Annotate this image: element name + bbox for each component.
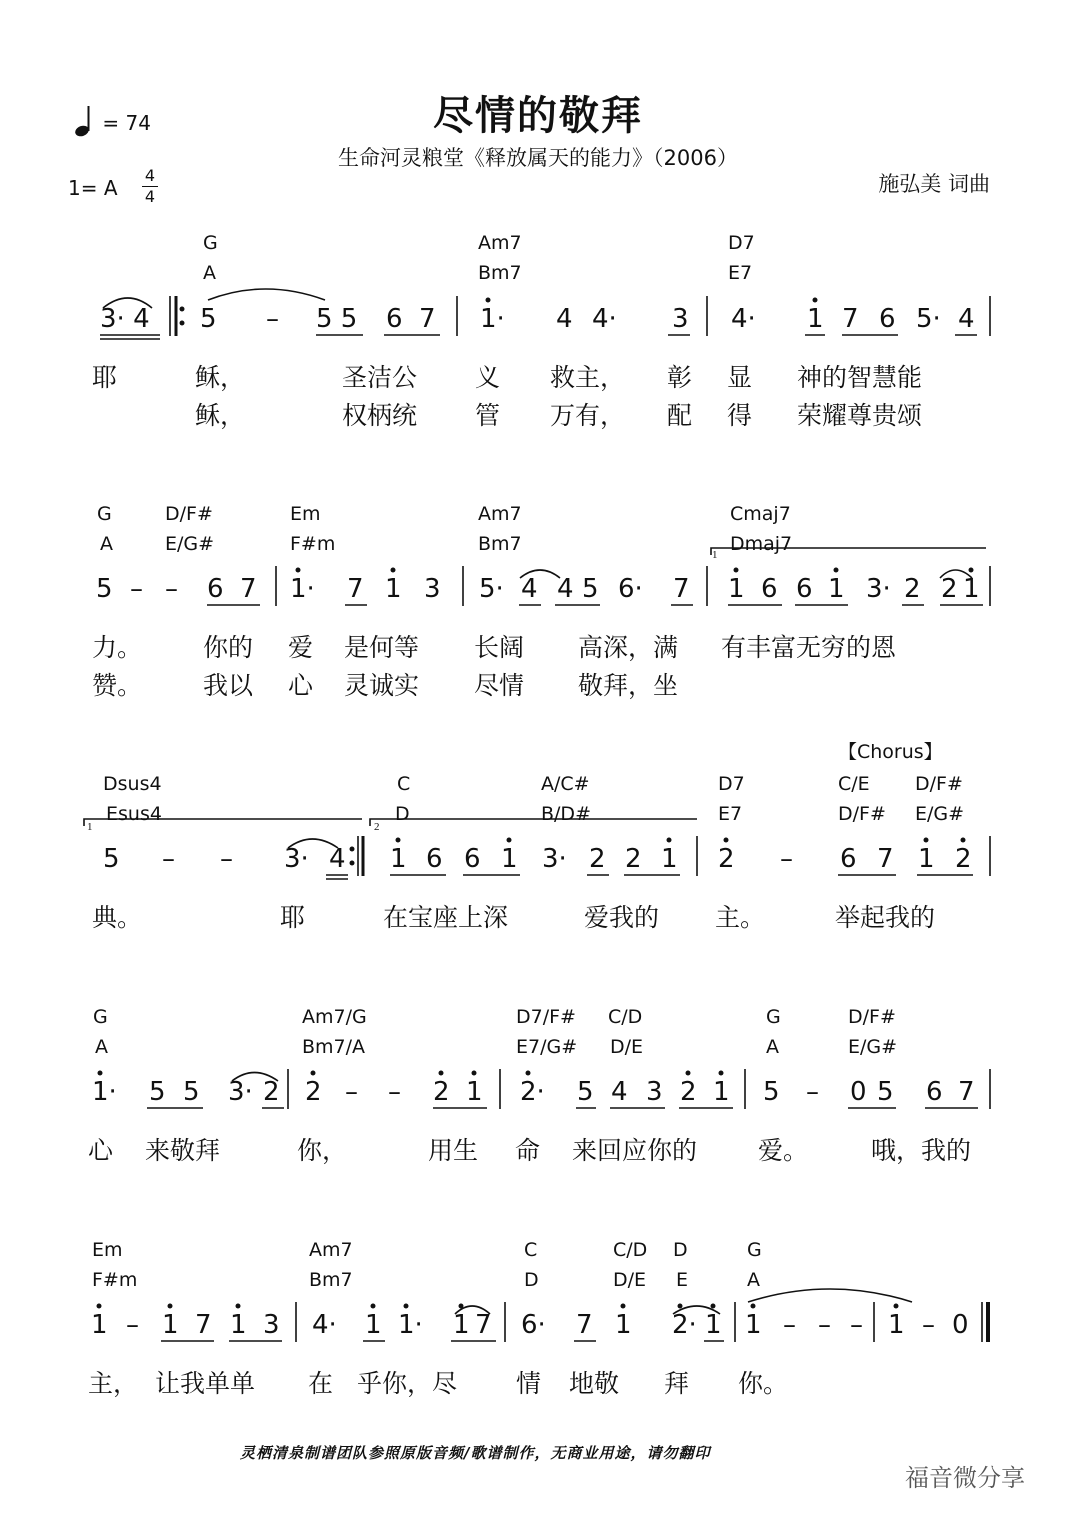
jianpu-note: 2 <box>433 1077 450 1107</box>
lyric-verse-1: 是何等 <box>344 633 420 662</box>
jianpu-note: 6 <box>796 574 813 604</box>
repeat-dot <box>350 847 355 852</box>
jianpu-note: 0 <box>952 1310 969 1340</box>
octave-dot <box>168 1304 173 1309</box>
octave-dot <box>472 1071 477 1076</box>
jianpu-note: – <box>922 1310 935 1340</box>
lyric-verse-2: 灵诚实 <box>344 671 420 700</box>
chord-symbol: C/E <box>838 773 870 795</box>
jianpu-note: 1 <box>162 1310 179 1340</box>
jianpu-note: 3 <box>263 1310 280 1340</box>
octave-dot <box>734 568 739 573</box>
repeat-dot <box>180 307 185 312</box>
chord-symbol: C <box>524 1239 538 1261</box>
lyric-verse-1: 情 <box>516 1369 542 1398</box>
jianpu-note: 1 <box>501 844 518 874</box>
octave-dot <box>507 838 512 843</box>
chord-symbol-alt: D/E <box>610 1036 644 1058</box>
octave-dot <box>678 1304 683 1309</box>
jianpu-note: 1 <box>828 574 845 604</box>
time-sig-bottom: 4 <box>144 187 156 206</box>
repeat-dot <box>180 321 185 326</box>
chord-symbol: C <box>397 773 411 795</box>
jianpu-note: 2· <box>520 1077 545 1107</box>
jianpu-note: 7 <box>347 574 364 604</box>
lyric-verse-1: 乎你，尽 <box>357 1369 458 1398</box>
volta-2 <box>370 819 697 826</box>
octave-dot <box>391 568 396 573</box>
octave-dot <box>486 298 491 303</box>
lyric-verse-1: 稣， <box>195 363 246 392</box>
jianpu-note: – <box>783 1310 796 1340</box>
chord-symbol-alt: E7 <box>718 803 743 825</box>
jianpu-note: 5 <box>149 1077 166 1107</box>
volta-number: 1 <box>87 821 93 833</box>
jianpu-note: 7 <box>842 304 859 334</box>
octave-dot <box>98 1071 103 1076</box>
jianpu-note: 4· <box>312 1310 337 1340</box>
jianpu-note: 3· <box>284 844 309 874</box>
composer-credit: 施弘美 词曲 <box>878 172 990 196</box>
lyric-verse-1: 举起我的 <box>835 903 936 932</box>
lyric-verse-2: 管 <box>475 401 501 430</box>
time-sig-top: 4 <box>144 166 156 185</box>
jianpu-note: 1 <box>713 1077 730 1107</box>
jianpu-note: 2 <box>625 844 642 874</box>
chord-symbol: Am7 <box>478 503 522 525</box>
octave-dot <box>439 1071 444 1076</box>
chord-symbol: D/F# <box>165 503 213 525</box>
chord-symbol: Am7 <box>478 232 522 254</box>
lyric-verse-1: 耶 <box>280 903 306 932</box>
jianpu-note: 4· <box>731 304 756 334</box>
chord-symbol: D7 <box>718 773 745 795</box>
chord-symbol: A/C# <box>541 773 590 795</box>
lyric-verse-1: 彰 <box>667 363 693 392</box>
slur <box>208 289 325 300</box>
octave-dot <box>961 838 966 843</box>
chord-symbol-alt: Esus4 <box>106 803 162 825</box>
chord-symbol-alt: A <box>766 1036 779 1058</box>
jianpu-note: 1 <box>453 1310 470 1340</box>
lyric-verse-1: 哦，我的 <box>871 1136 972 1165</box>
jianpu-note: 3· <box>542 844 567 874</box>
jianpu-note: 7 <box>958 1077 975 1107</box>
lyric-verse-2: 荣耀尊贵颂 <box>797 401 923 430</box>
jianpu-note: 2 <box>718 844 735 874</box>
chorus-label: 【Chorus】 <box>838 741 943 763</box>
octave-dot <box>459 1304 464 1309</box>
jianpu-note: 4· <box>592 304 617 334</box>
song-title: 尽情的敬拜 <box>433 93 643 139</box>
jianpu-note: 2 <box>904 574 921 604</box>
volta-1 <box>84 819 362 826</box>
jianpu-note: 1 <box>745 1310 762 1340</box>
jianpu-note: 7 <box>576 1310 593 1340</box>
chord-symbol-alt: F#m <box>92 1269 138 1291</box>
octave-dot <box>969 568 974 573</box>
chord-symbol-alt: D <box>524 1269 539 1291</box>
octave-dot <box>296 568 301 573</box>
chord-symbol: G <box>97 503 112 525</box>
jianpu-note: – <box>220 844 233 874</box>
jianpu-note: 7 <box>877 844 894 874</box>
jianpu-note: 1 <box>963 574 980 604</box>
lyric-verse-2: 赞。 <box>92 671 143 700</box>
jianpu-note: 3 <box>424 574 441 604</box>
chord-symbol-alt: D <box>395 803 410 825</box>
jianpu-note: 4 <box>611 1077 628 1107</box>
lyric-verse-2: 配 <box>667 401 693 430</box>
jianpu-note: – <box>806 1077 819 1107</box>
chord-symbol: D <box>673 1239 688 1261</box>
jianpu-note: 1 <box>807 304 824 334</box>
jianpu-note: 3· <box>866 574 891 604</box>
lyric-verse-1: 用生 <box>428 1136 479 1165</box>
jianpu-note: – <box>345 1077 358 1107</box>
volta-number: 2 <box>374 821 380 833</box>
jianpu-note: 6 <box>207 574 224 604</box>
jianpu-note: 1 <box>365 1310 382 1340</box>
lyric-verse-1: 典。 <box>92 903 143 932</box>
jianpu-note: 3 <box>672 304 689 334</box>
octave-dot <box>371 1304 376 1309</box>
lyric-verse-1: 来敬拜 <box>145 1136 221 1165</box>
chord-symbol: D/F# <box>915 773 963 795</box>
lyric-verse-1: 义 <box>475 363 501 392</box>
chord-symbol: Dsus4 <box>103 773 162 795</box>
jianpu-note: 1 <box>728 574 745 604</box>
jianpu-note: 4 <box>329 844 346 874</box>
chord-symbol-alt: Bm7/A <box>302 1036 366 1058</box>
jianpu-note: 2 <box>589 844 606 874</box>
jianpu-note: 1· <box>480 304 505 334</box>
octave-dot <box>719 1071 724 1076</box>
lyric-verse-1: 主。 <box>715 903 766 932</box>
jianpu-note: 1 <box>661 844 678 874</box>
jianpu-note: 1· <box>92 1077 117 1107</box>
lyric-verse-2: 万有， <box>550 401 626 430</box>
jianpu-note: 1 <box>705 1310 722 1340</box>
lyric-verse-2: 尽情 <box>474 671 525 700</box>
lyric-verse-1: 耶 <box>92 363 118 392</box>
jianpu-note: 5 <box>763 1077 780 1107</box>
lyric-verse-1: 主， <box>88 1369 139 1398</box>
jianpu-note: 7 <box>673 574 690 604</box>
jianpu-note: 2· <box>672 1310 697 1340</box>
chord-symbol: G <box>747 1239 762 1261</box>
lyric-verse-1: 你， <box>297 1136 348 1165</box>
chord-symbol-alt: E/G# <box>915 803 965 825</box>
chord-symbol-alt: B/D# <box>541 803 591 825</box>
chord-symbol: C/D <box>613 1239 648 1261</box>
chord-symbol-alt: A <box>203 262 216 284</box>
jianpu-note: 5 5 <box>316 304 358 334</box>
lyric-verse-1: 救主， <box>550 363 626 392</box>
jianpu-note: 4 <box>557 574 574 604</box>
chord-symbol-alt: E7 <box>728 262 753 284</box>
repeat-dot <box>350 861 355 866</box>
octave-dot <box>396 838 401 843</box>
chord-symbol: Am7 <box>309 1239 353 1261</box>
tempo-value: = 74 <box>102 111 151 135</box>
jianpu-note: – <box>165 574 178 604</box>
beam <box>326 875 348 879</box>
lyric-verse-1: 神的智慧能 <box>797 363 923 392</box>
jianpu-note: 6 <box>840 844 857 874</box>
jianpu-note: 7 <box>240 574 257 604</box>
jianpu-note: 6 <box>426 844 443 874</box>
jianpu-note: 1 <box>918 844 935 874</box>
lyric-verse-1: 高深，满 <box>578 633 679 662</box>
lyric-verse-2: 得 <box>727 401 753 430</box>
lyric-verse-1: 爱我的 <box>584 903 660 932</box>
jianpu-note: 4 <box>958 304 975 334</box>
volta-number: 1 <box>712 549 718 561</box>
octave-dot <box>813 298 818 303</box>
lyric-verse-1: 地敬 <box>569 1369 620 1398</box>
jianpu-note: 1 <box>390 844 407 874</box>
octave-dot <box>724 838 729 843</box>
jianpu-note: 1 <box>385 574 402 604</box>
slur <box>103 298 152 308</box>
jianpu-note: 6· <box>618 574 643 604</box>
jianpu-note: 5 <box>577 1077 594 1107</box>
octave-dot <box>751 1304 756 1309</box>
chord-symbol-alt: Dmaj7 <box>730 533 793 555</box>
octave-dot <box>894 1304 899 1309</box>
octave-dot <box>404 1304 409 1309</box>
octave-dot <box>526 1071 531 1076</box>
chord-symbol: G <box>93 1006 108 1028</box>
jianpu-note: 5 <box>877 1077 894 1107</box>
lyric-verse-1: 圣洁公 <box>342 363 418 392</box>
chord-symbol: Am7/G <box>302 1006 367 1028</box>
jianpu-note: 3· 4 <box>100 304 150 334</box>
lyric-verse-1: 爱。 <box>758 1136 809 1165</box>
lyric-verse-1: 显 <box>727 363 753 392</box>
jianpu-note: – <box>780 844 793 874</box>
lyric-verse-1: 力。 <box>92 633 143 662</box>
jianpu-note: 6 <box>879 304 896 334</box>
chord-symbol-alt: D/E <box>613 1269 647 1291</box>
slur <box>748 1289 912 1302</box>
chord-symbol-alt: E/G# <box>165 533 215 555</box>
lyric-verse-2: 权柄统 <box>342 401 418 430</box>
jianpu-note: – <box>162 844 175 874</box>
jianpu-note: 2 <box>305 1077 322 1107</box>
song-subtitle: 生命河灵粮堂《释放属天的能力》（2006） <box>338 146 738 170</box>
lyric-verse-2: 心 <box>288 671 314 700</box>
jianpu-note: 3· <box>228 1077 253 1107</box>
jianpu-note: 6 <box>386 304 403 334</box>
jianpu-note: 2 <box>941 574 958 604</box>
octave-dot <box>924 838 929 843</box>
chord-symbol-alt: Bm7 <box>309 1269 353 1291</box>
key-signature: 1= A <box>68 176 118 200</box>
chord-symbol: D7/F# <box>516 1006 576 1028</box>
chord-symbol: Cmaj7 <box>730 503 791 525</box>
octave-dot <box>711 1304 716 1309</box>
lyric-verse-2: 敬拜，坐 <box>578 671 679 700</box>
lyric-verse-1: 拜 <box>664 1369 690 1398</box>
lyric-verse-1: 命 <box>515 1136 541 1165</box>
chord-symbol-alt: E <box>676 1269 689 1291</box>
lyric-verse-1: 你。 <box>738 1369 789 1398</box>
jianpu-note: – <box>850 1310 863 1340</box>
jianpu-note: – <box>126 1310 139 1340</box>
lyric-verse-1: 长阔 <box>474 633 525 662</box>
jianpu-note: 1· <box>398 1310 423 1340</box>
octave-dot <box>97 1304 102 1309</box>
jianpu-note: – <box>130 574 143 604</box>
chord-symbol-alt: A <box>95 1036 108 1058</box>
jianpu-note: 7 <box>475 1310 492 1340</box>
jianpu-note: 4 <box>556 304 573 334</box>
chord-symbol: Em <box>290 503 321 525</box>
octave-dot <box>311 1071 316 1076</box>
chord-symbol-alt: F#m <box>290 533 336 555</box>
volta-1 <box>711 548 986 555</box>
jianpu-note: 3 <box>646 1077 663 1107</box>
jianpu-note: 5· <box>916 304 941 334</box>
footer-note: 灵栖清泉制谱团队参照原版音频/歌谱制作，无商业用途，请勿翻印 <box>240 1444 711 1462</box>
jianpu-note: – <box>818 1310 831 1340</box>
jianpu-note: 5 <box>103 844 120 874</box>
lyric-verse-1: 让我单单 <box>155 1369 256 1398</box>
octave-dot <box>236 1304 241 1309</box>
slur <box>940 570 972 578</box>
octave-dot <box>834 568 839 573</box>
jianpu-note: 2 <box>680 1077 697 1107</box>
lyric-verse-1: 在宝座上深 <box>383 903 509 932</box>
jianpu-note: 6 <box>926 1077 943 1107</box>
jianpu-note: 1· <box>290 574 315 604</box>
chord-symbol: C/D <box>608 1006 643 1028</box>
chord-symbol-alt: Bm7 <box>478 533 522 555</box>
chord-symbol: Em <box>92 1239 123 1261</box>
jianpu-note: 1 <box>615 1310 632 1340</box>
jianpu-note: 5· <box>479 574 504 604</box>
jianpu-note: – <box>266 304 279 334</box>
chord-symbol-alt: E/G# <box>848 1036 898 1058</box>
slur <box>288 839 338 848</box>
chord-symbol: G <box>766 1006 781 1028</box>
chord-symbol-alt: E7/G# <box>516 1036 578 1058</box>
jianpu-note: – <box>388 1077 401 1107</box>
jianpu-note: 1 <box>230 1310 247 1340</box>
jianpu-note: 6 <box>464 844 481 874</box>
chord-symbol: D/F# <box>848 1006 896 1028</box>
slur <box>520 570 560 578</box>
jianpu-note: 1 <box>466 1077 483 1107</box>
jianpu-note: 1 <box>91 1310 108 1340</box>
jianpu-note: 1 <box>888 1310 905 1340</box>
jianpu-note: 6· <box>521 1310 546 1340</box>
chord-symbol-alt: A <box>747 1269 760 1291</box>
chord-symbol-alt: D/F# <box>838 803 886 825</box>
octave-dot <box>621 1304 626 1309</box>
chord-symbol-alt: Bm7 <box>478 262 522 284</box>
jianpu-note: 2 <box>263 1077 280 1107</box>
octave-dot <box>667 838 672 843</box>
jianpu-note: 5 <box>96 574 113 604</box>
jianpu-note: 4 <box>521 574 538 604</box>
beam <box>100 335 160 339</box>
jianpu-note: 0 <box>850 1077 867 1107</box>
lyric-verse-2: 我以 <box>203 671 254 700</box>
lyric-verse-1: 爱 <box>288 633 314 662</box>
octave-dot <box>686 1071 691 1076</box>
jianpu-note: 2 <box>955 844 972 874</box>
jianpu-note: 6 <box>761 574 778 604</box>
lyric-verse-1: 来回应你的 <box>572 1136 698 1165</box>
lyric-verse-1: 有丰富无穷的恩 <box>721 633 897 662</box>
chord-symbol: G <box>203 232 218 254</box>
slur <box>232 1073 278 1082</box>
jianpu-note: 7 <box>195 1310 212 1340</box>
jianpu-note: 5 <box>183 1077 200 1107</box>
lyric-verse-1: 心 <box>88 1136 114 1165</box>
jianpu-note: 7 <box>419 304 436 334</box>
lyric-verse-1: 在 <box>308 1369 334 1398</box>
jianpu-note: 5 <box>582 574 599 604</box>
chord-symbol-alt: A <box>100 533 113 555</box>
chord-symbol: D7 <box>728 232 755 254</box>
watermark-text: 福音微分享 <box>905 1464 1025 1492</box>
jianpu-note: 5 <box>200 304 217 334</box>
lyric-verse-1: 你的 <box>203 633 254 662</box>
lyric-verse-2: 稣， <box>195 401 246 430</box>
